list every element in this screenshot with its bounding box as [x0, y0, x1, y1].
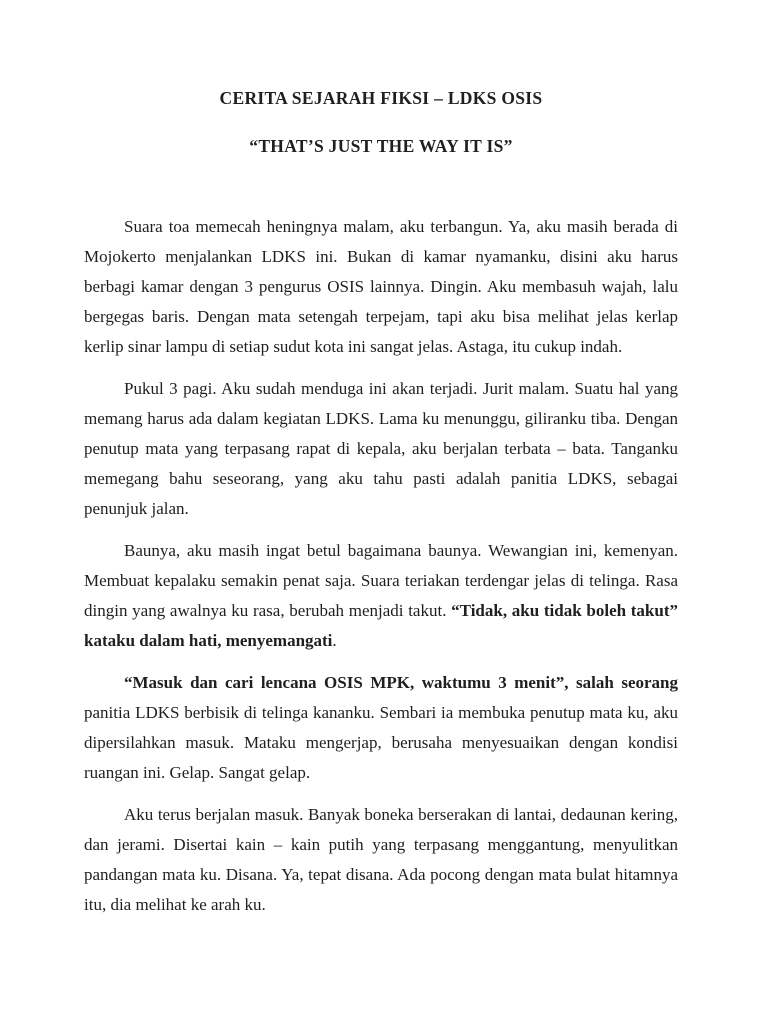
- document-title: CERITA SEJARAH FIKSI – LDKS OSIS: [219, 88, 543, 108]
- paragraph-2: [84, 374, 678, 524]
- paragraph-4: [84, 668, 678, 788]
- paragraph-4-segment-1: “Masuk dan cari lencana OSIS MPK, waktumu 3 menit”, salah seorang: [124, 673, 678, 692]
- paragraph-2-segment-1: Pukul 3 pagi. Aku sudah menduga ini akan terjadi. Jurit malam. Suatu hal yang memang harus ada dalam kegiatan LDKS. Lama ku menunggu, giliranku tiba. Dengan penutup mata yang terpasang rapat di kepala, aku berjalan terbata – bata. Tanganku memegang bahu seseorang, yang aku tahu pasti adalah panitia LDKS, sebagai penunjuk jalan.: [84, 379, 678, 518]
- paragraph-3-segment-1: Baunya, aku masih ingat betul bagaimana baunya. Wewangian ini, kemenyan. Membuat kepalaku semakin penat saja. Suara teriakan terdengar jelas di telinga. Rasa dingin yang awalnya ku rasa, berubah menjadi takut.: [84, 541, 678, 620]
- document-subtitle: “THAT’S JUST THE WAY IT IS”: [249, 136, 513, 156]
- paragraph-5: [84, 800, 678, 920]
- paragraph-1: [84, 212, 678, 362]
- paragraph-3-segment-3: .: [332, 631, 337, 650]
- paragraph-5-segment-1: Aku terus berjalan masuk. Banyak boneka berserakan di lantai, dedaunan kering, dan jerami. Disertai kain – kain putih yang terpasang menggantung, menyulitkan pandangan mata ku. Disana. Ya, tepat disana. Ada pocong dengan mata bulat hitamnya itu, dia melihat ke arah ku.: [84, 805, 678, 914]
- paragraph-3-segment-2: “Tidak, aku tidak boleh takut” kataku dalam hati, menyemangati: [84, 601, 679, 650]
- paragraph-4-segment-2: panitia LDKS berbisik di telinga kananku. Sembari ia membuka penutup mata ku, aku dipersilahkan masuk. Mataku mengerjap, berusaha menyesuaikan dengan kondisi ruangan ini. Gelap. Sangat gelap.: [84, 703, 678, 782]
- paragraph-1-segment-1: Suara toa memecah heningnya malam, aku terbangun. Ya, aku masih berada di Mojokerto menjalankan LDKS ini. Bukan di kamar nyamanku, disini aku harus berbagi kamar dengan 3 pengurus OSIS lainnya. Dingin. Aku membasuh wajah, lalu bergegas baris. Dengan mata setengah terpejam, tapi aku bisa melihat jelas kerlap kerlip sinar lampu di setiap sudut kota ini sangat jelas. Astaga, itu cukup indah.: [84, 217, 678, 356]
- document-body: [84, 212, 678, 920]
- paragraph-3: [84, 536, 678, 656]
